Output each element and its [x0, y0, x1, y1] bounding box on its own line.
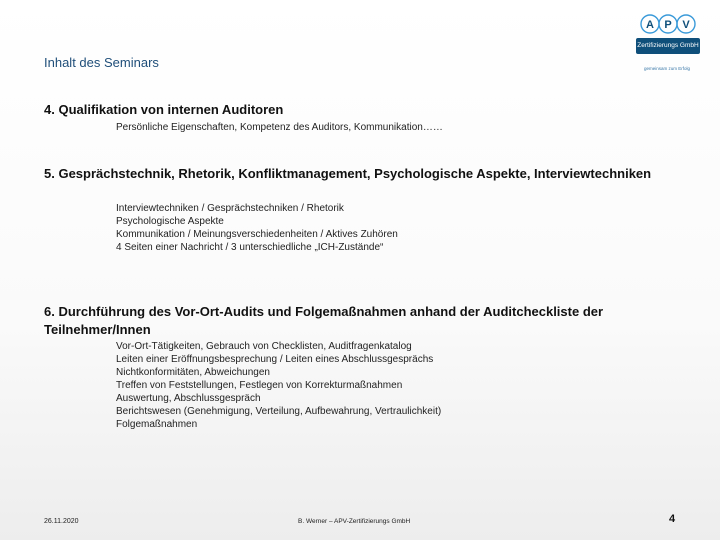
list-item: Interviewtechniken / Gesprächstechniken / Rhetorik [116, 203, 344, 214]
slide-title: Inhalt des Seminars [44, 55, 159, 70]
page-number: 4 [669, 513, 676, 525]
list-item: Leiten einer Eröffnungsbesprechung / Leiten eines Abschlussgesprächs [116, 354, 434, 365]
list-item: Auswertung, Abschlussgespräch [116, 393, 261, 404]
company-logo [628, 8, 706, 78]
footer-date: 26.11.2020 [44, 518, 79, 525]
footer-author: B. Werner – APV-Zertifizierungs GmbH [298, 518, 411, 525]
section-items-5 [116, 202, 676, 254]
section-heading-6: 6. Durchführung des Vor-Ort-Audits und Folgemaßnahmen anhand der Auditcheckliste der Teilnehmer/Innen [44, 304, 604, 337]
section-heading-5: 5. Gesprächstechnik, Rhetorik, Konfliktmanagement, Psychologische Aspekte, Interviewtechniken [44, 166, 652, 181]
section-items-6 [116, 340, 676, 431]
list-item: Folgemaßnahmen [116, 419, 198, 430]
section-items-4 [116, 121, 676, 134]
list-item: Berichtswesen (Genehmigung, Verteilung, Aufbewahrung, Vertraulichkeit) [116, 406, 442, 417]
list-item: 4 Seiten einer Nachricht / 3 unterschiedliche „ICH-Zustände“ [116, 242, 384, 253]
logo-letter-a: A [646, 19, 654, 31]
logo-company-name: Zertifizierungs GmbH [636, 38, 700, 54]
logo-tagline: gemeinsam zum Erfolg [643, 66, 691, 71]
logo-letters-graphic [640, 12, 696, 36]
logo-letter-p: P [664, 19, 672, 31]
logo-letter-v: V [682, 19, 690, 31]
list-item: Treffen von Feststellungen, Festlegen von Korrekturmaßnahmen [116, 380, 403, 391]
list-item: Nichtkonformitäten, Abweichungen [116, 367, 270, 378]
list-item: Vor-Ort-Tätigkeiten, Gebrauch von Checklisten, Auditfragenkatalog [116, 341, 412, 352]
list-item: Kommunikation / Meinungsverschiedenheiten / Aktives Zuhören [116, 229, 398, 240]
list-item: Psychologische Aspekte [116, 216, 224, 227]
section-heading-4: 4. Qualifikation von internen Auditoren [44, 102, 284, 117]
list-item: Persönliche Eigenschaften, Kompetenz des Auditors, Kommunikation…… [116, 122, 443, 133]
